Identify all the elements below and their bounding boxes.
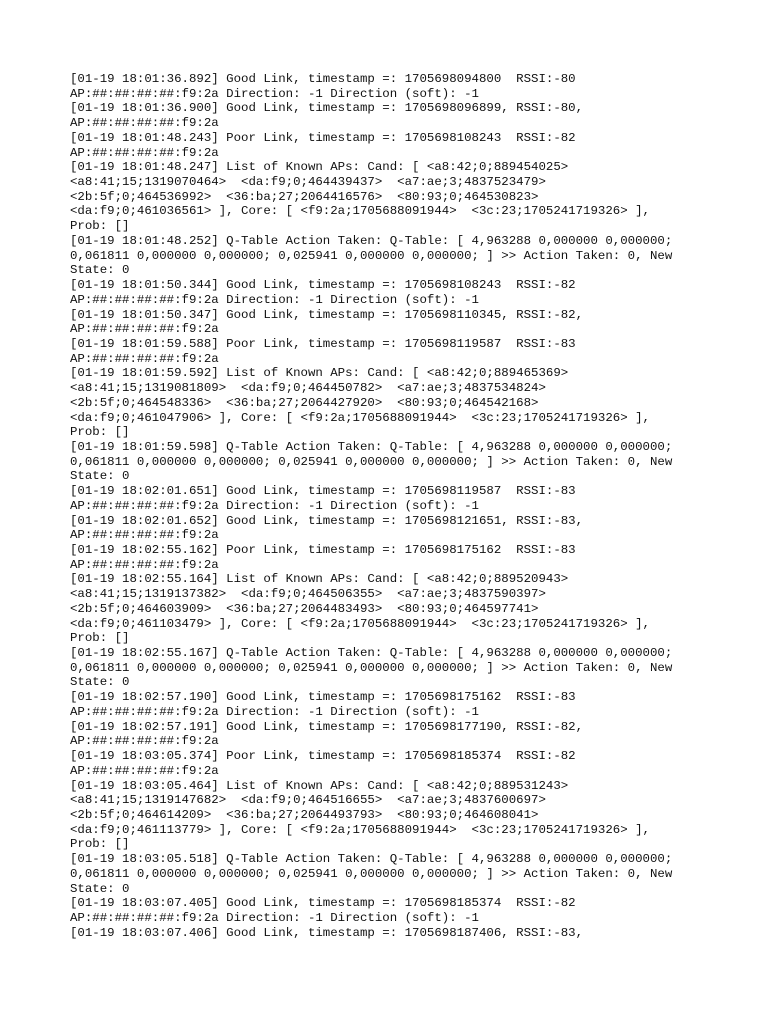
- log-line: <a8:41;15;1319137382> <da:f9;0;464506355> <a7:ae;3;4837590397>: [70, 587, 546, 602]
- log-line: <2b:5f;0;464603909> <36:ba;27;2064483493> <80:93;0;464597741>: [70, 601, 539, 616]
- log-line: 0,061811 0,000000 0,000000; 0,025941 0,000000 0,000000; ] >> Action Taken: 0, New: [70, 454, 673, 469]
- log-line: Prob: []: [70, 219, 130, 234]
- log-line: AP:##:##:##:##:f9:2a: [70, 734, 219, 749]
- log-line: <2b:5f;0;464614209> <36:ba;27;2064493793> <80:93;0;464608041>: [70, 807, 539, 822]
- log-line: Prob: []: [70, 631, 130, 646]
- log-line: AP:##:##:##:##:f9:2a Direction: -1 Direction (soft): -1: [70, 910, 479, 925]
- log-line: [01-19 18:01:48.247] List of Known APs: Cand: [ <a8:42;0;889454025>: [70, 160, 569, 175]
- log-line: AP:##:##:##:##:f9:2a Direction: -1 Direction (soft): -1: [70, 704, 479, 719]
- log-line: 0,061811 0,000000 0,000000; 0,025941 0,000000 0,000000; ] >> Action Taken: 0, New: [70, 866, 673, 881]
- log-line: [01-19 18:01:59.598] Q-Table Action Taken: Q-Table: [ 4,963288 0,000000 0,000000;: [70, 439, 673, 454]
- log-line: State: 0: [70, 263, 130, 278]
- log-line: AP:##:##:##:##:f9:2a: [70, 351, 219, 366]
- log-line: State: 0: [70, 469, 130, 484]
- log-line: [01-19 18:02:55.162] Poor Link, timestamp =: 1705698175162 RSSI:-83: [70, 543, 576, 557]
- log-line: AP:##:##:##:##:f9:2a Direction: -1 Direction (soft): -1: [70, 292, 479, 307]
- log-line: [01-19 18:03:07.406] Good Link, timestamp =: 1705698187406, RSSI:-83,: [70, 925, 584, 940]
- log-line: Prob: []: [70, 837, 130, 852]
- log-line: <2b:5f;0;464548336> <36:ba;27;2064427920> <80:93;0;464542168>: [70, 395, 539, 410]
- log-line: [01-19 18:02:57.190] Good Link, timestamp =: 1705698175162 RSSI:-83: [70, 690, 576, 705]
- log-document: [70, 72, 760, 940]
- log-line: [01-19 18:01:48.243] Poor Link, timestamp =: 1705698108243 RSSI:-82: [70, 130, 576, 145]
- log-line: <da:f9;0;461103479> ], Core: [ <f9:2a;1705688091944> <3c:23;1705241719326> ],: [70, 616, 650, 631]
- log-line: [01-19 18:01:36.892] Good Link, timestamp =: 1705698094800 RSSI:-80: [70, 72, 576, 86]
- log-line: <da:f9;0;461036561> ], Core: [ <f9:2a;1705688091944> <3c:23;1705241719326> ],: [70, 204, 650, 219]
- log-line: [01-19 18:01:59.588] Poor Link, timestamp =: 1705698119587 RSSI:-83: [70, 336, 576, 351]
- log-line: [01-19 18:02:55.164] List of Known APs: Cand: [ <a8:42;0;889520943>: [70, 572, 569, 587]
- log-line: State: 0: [70, 675, 130, 690]
- log-line: <a8:41;15;1319070464> <da:f9;0;464439437> <a7:ae;3;4837523479>: [70, 175, 546, 190]
- log-line: <a8:41;15;1319147682> <da:f9;0;464516655> <a7:ae;3;4837600697>: [70, 793, 546, 808]
- log-line: AP:##:##:##:##:f9:2a Direction: -1 Direction (soft): -1: [70, 498, 479, 513]
- log-line: AP:##:##:##:##:f9:2a Direction: -1 Direction (soft): -1: [70, 86, 479, 101]
- log-line: 0,061811 0,000000 0,000000; 0,025941 0,000000 0,000000; ] >> Action Taken: 0, New: [70, 248, 673, 263]
- log-line: AP:##:##:##:##:f9:2a: [70, 557, 219, 572]
- log-line: [01-19 18:02:01.651] Good Link, timestamp =: 1705698119587 RSSI:-83: [70, 484, 576, 499]
- log-line: [01-19 18:01:59.592] List of Known APs: Cand: [ <a8:42;0;889465369>: [70, 366, 569, 381]
- log-line: [01-19 18:01:50.344] Good Link, timestamp =: 1705698108243 RSSI:-82: [70, 278, 576, 293]
- log-line: 0,061811 0,000000 0,000000; 0,025941 0,000000 0,000000; ] >> Action Taken: 0, New: [70, 660, 673, 675]
- log-line: [01-19 18:02:55.167] Q-Table Action Taken: Q-Table: [ 4,963288 0,000000 0,000000;: [70, 646, 673, 661]
- log-line: [01-19 18:02:57.191] Good Link, timestamp =: 1705698177190, RSSI:-82,: [70, 719, 584, 734]
- log-line: <da:f9;0;461113779> ], Core: [ <f9:2a;1705688091944> <3c:23;1705241719326> ],: [70, 822, 650, 837]
- log-line: [01-19 18:03:05.518] Q-Table Action Taken: Q-Table: [ 4,963288 0,000000 0,000000;: [70, 852, 673, 867]
- log-line: [01-19 18:01:48.252] Q-Table Action Taken: Q-Table: [ 4,963288 0,000000 0,000000;: [70, 233, 673, 248]
- log-line: [01-19 18:03:05.464] List of Known APs: Cand: [ <a8:42;0;889531243>: [70, 778, 569, 793]
- log-line: [01-19 18:01:50.347] Good Link, timestamp =: 1705698110345, RSSI:-82,: [70, 307, 584, 322]
- log-line: Prob: []: [70, 425, 130, 440]
- log-line: [01-19 18:01:36.900] Good Link, timestamp =: 1705698096899, RSSI:-80,: [70, 101, 584, 116]
- log-line: AP:##:##:##:##:f9:2a: [70, 145, 219, 160]
- log-line: AP:##:##:##:##:f9:2a: [70, 763, 219, 778]
- log-line: AP:##:##:##:##:f9:2a: [70, 528, 219, 543]
- log-line: State: 0: [70, 881, 130, 896]
- log-line: <2b:5f;0;464536992> <36:ba;27;2064416576> <80:93;0;464530823>: [70, 189, 539, 204]
- log-line: [01-19 18:02:01.652] Good Link, timestamp =: 1705698121651, RSSI:-83,: [70, 513, 584, 528]
- log-line: [01-19 18:03:07.405] Good Link, timestamp =: 1705698185374 RSSI:-82: [70, 896, 576, 911]
- log-line: <a8:41;15;1319081809> <da:f9;0;464450782> <a7:ae;3;4837534824>: [70, 381, 546, 396]
- log-line: <da:f9;0;461047906> ], Core: [ <f9:2a;1705688091944> <3c:23;1705241719326> ],: [70, 410, 650, 425]
- log-line: AP:##:##:##:##:f9:2a: [70, 322, 219, 337]
- log-line: [01-19 18:03:05.374] Poor Link, timestamp =: 1705698185374 RSSI:-82: [70, 749, 576, 764]
- log-line: AP:##:##:##:##:f9:2a: [70, 116, 219, 131]
